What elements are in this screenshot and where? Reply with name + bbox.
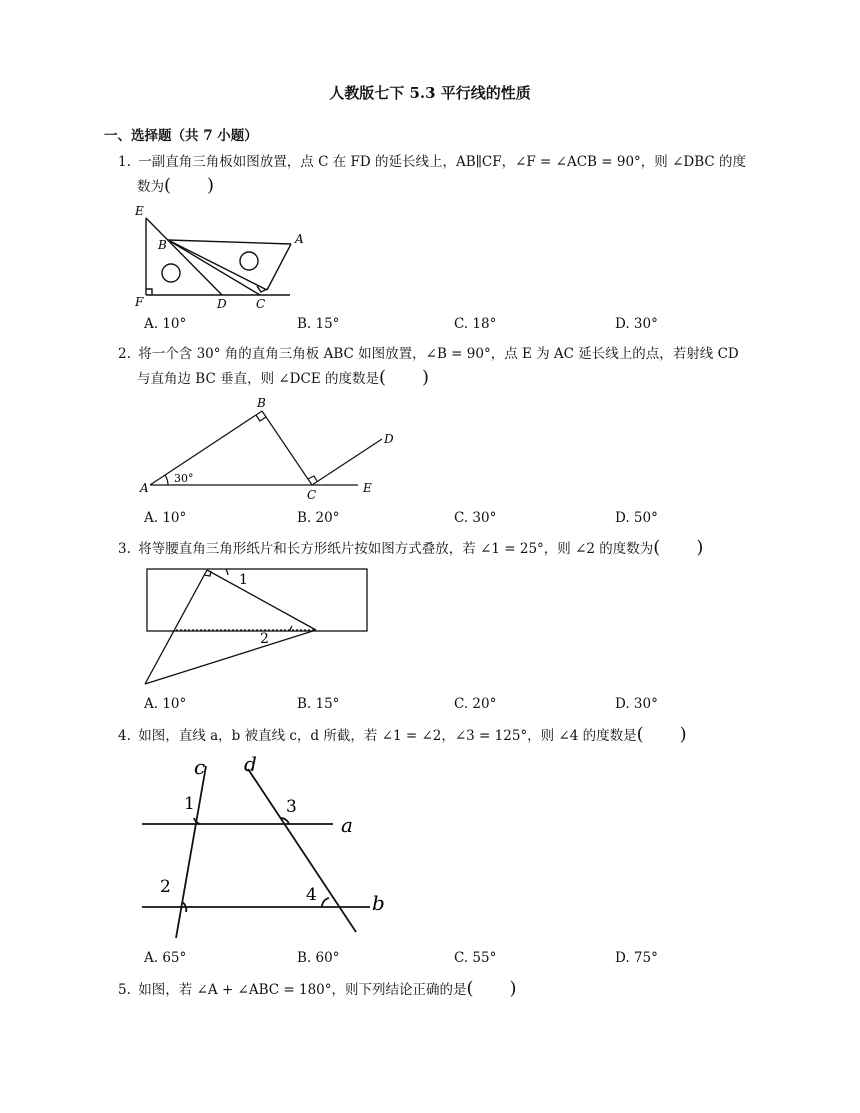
question-text: 如图，直线 a，b 被直线 c，d 所截，若 ∠1 = ∠2，∠3 = 125°，则 ∠4 的度数是 [138, 728, 637, 744]
question-text: 将一个含 30° 角的直角三角板 ABC 如图放置，∠B = 90°，点 E 为 AC 延长线上的点，若射线 CD [138, 346, 739, 362]
label-b: B [158, 238, 167, 252]
question-text: 将等腰直角三角形纸片和长方形纸片按如图方式叠放，若 ∠1 = 25°，则 ∠2 的度数为 [138, 541, 654, 557]
question-number: 5. [118, 982, 131, 998]
label-angle-4: 4 [306, 885, 317, 905]
option-d[interactable]: D. 75° [615, 950, 658, 966]
question-number: 2. [118, 346, 131, 362]
option-b[interactable]: B. 15° [297, 316, 340, 332]
label-line-b: b [372, 891, 385, 915]
label-c: C [256, 297, 266, 311]
option-b[interactable]: B. 20° [297, 510, 340, 526]
options-3 [144, 696, 764, 718]
answer-blank[interactable]: ( ) [164, 175, 215, 196]
figure-3 [140, 563, 370, 688]
label-line-a: a [341, 813, 353, 837]
label-a: A [140, 481, 149, 495]
figure-4 [138, 752, 398, 942]
label-b: B [257, 396, 266, 410]
options-2 [144, 510, 764, 532]
question-text: 与直角边 BC 垂直，则 ∠DCE 的度数是 [137, 371, 379, 387]
option-a[interactable]: A. 10° [144, 316, 187, 332]
option-a[interactable]: A. 10° [144, 696, 187, 712]
figure-1 [130, 200, 304, 315]
option-c[interactable]: C. 30° [454, 510, 497, 526]
option-d[interactable]: D. 30° [615, 316, 658, 332]
question-1 [118, 150, 768, 199]
label-30-degrees: 30° [174, 472, 194, 485]
option-c[interactable]: C. 18° [454, 316, 497, 332]
question-text: 如图，若 ∠A + ∠ABC = 180°，则下列结论正确的是 [138, 982, 467, 998]
label-angle-1: 1 [184, 794, 195, 814]
question-3 [118, 536, 768, 561]
question-5 [118, 977, 768, 1002]
question-text: 数为 [137, 179, 164, 195]
option-b[interactable]: B. 15° [297, 696, 340, 712]
label-angle-1: 1 [239, 572, 248, 588]
option-a[interactable]: A. 65° [144, 950, 187, 966]
options-4 [144, 950, 764, 972]
options-1 [144, 316, 764, 338]
label-f: F [135, 295, 144, 309]
section-heading: 一、选择题（共 7 小题） [104, 128, 258, 144]
label-e: E [363, 481, 372, 495]
question-number: 4. [118, 728, 131, 744]
option-d[interactable]: D. 30° [615, 696, 658, 712]
label-line-d: d [244, 752, 257, 776]
label-angle-3: 3 [286, 797, 297, 817]
option-b[interactable]: B. 60° [297, 950, 340, 966]
answer-blank[interactable]: ( ) [379, 367, 430, 388]
page-title: 人教版七下 5.3 平行线的性质 [329, 84, 531, 102]
label-a: A [295, 232, 304, 246]
label-c: C [307, 488, 317, 502]
answer-blank[interactable]: ( ) [636, 724, 687, 745]
option-c[interactable]: C. 20° [454, 696, 497, 712]
figure-2 [138, 393, 394, 502]
label-e: E [135, 204, 144, 218]
question-text: 一副直角三角板如图放置，点 C 在 FD 的延长线上，AB∥CF，∠F = ∠ACB = 90°，则 ∠DBC 的度 [138, 154, 747, 170]
label-line-c: c [194, 755, 206, 779]
answer-blank[interactable]: ( ) [466, 978, 517, 999]
label-d: D [217, 297, 227, 311]
option-c[interactable]: C. 55° [454, 950, 497, 966]
question-2 [118, 342, 768, 391]
option-a[interactable]: A. 10° [144, 510, 187, 526]
question-number: 1. [118, 154, 131, 170]
label-angle-2: 2 [160, 877, 171, 897]
label-angle-2: 2 [260, 631, 269, 647]
question-number: 3. [118, 541, 131, 557]
question-4 [118, 723, 768, 748]
label-d: D [384, 432, 394, 446]
answer-blank[interactable]: ( ) [653, 537, 704, 558]
option-d[interactable]: D. 50° [615, 510, 658, 526]
